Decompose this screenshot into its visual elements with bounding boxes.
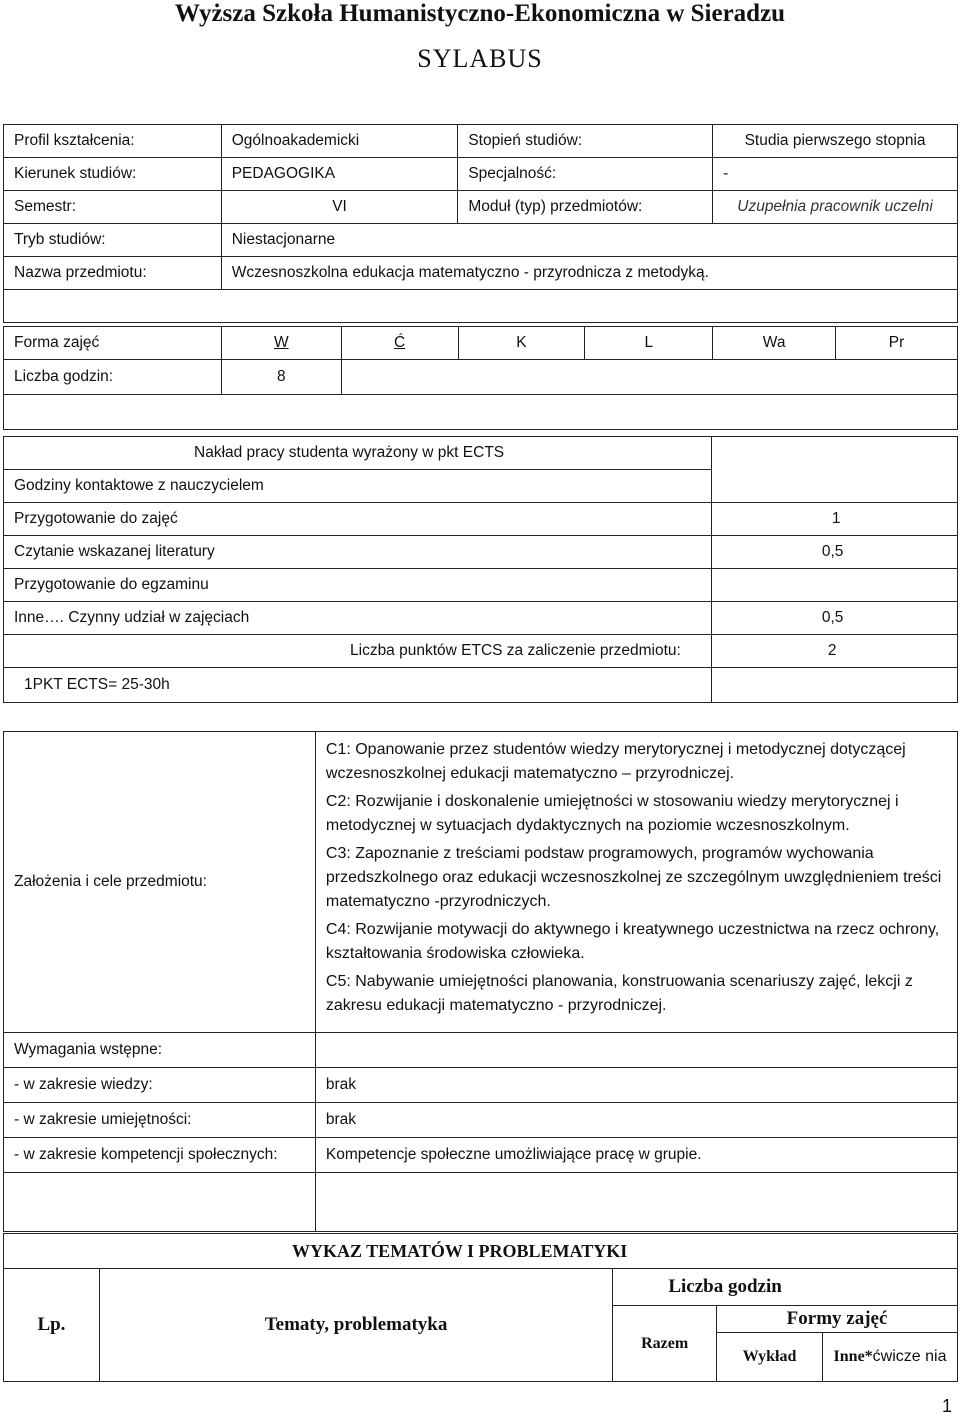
- topics-table: [3, 1233, 958, 1382]
- topics-razem: Razem: [613, 1306, 717, 1382]
- kierunek-label: Kierunek studiów:: [4, 158, 222, 191]
- requirements-empty: [315, 1033, 957, 1068]
- topics-inne-rest: ćwicze nia: [872, 1348, 947, 1365]
- ects-row-kontaktowe: Godziny kontaktowe z nauczycielem: [4, 470, 712, 503]
- requirements-label: Wymagania wstępne:: [4, 1033, 316, 1068]
- profil-value: Ogólnoakademicki: [221, 125, 458, 158]
- req-wiedza-label: - w zakresie wiedzy:: [4, 1068, 316, 1103]
- ects-pkt-empty: [711, 668, 957, 703]
- ects-pkt-note: 1PKT ECTS= 25-30h: [4, 668, 712, 703]
- goal-c3: C3: Zapoznanie z treściami podstaw programowych, programów wychowania przedszkolnego oraz edukacji wczesnoszkolnej ze szczególnym uwzględnieniem treści matematyczno -przyrodniczych.: [325, 845, 942, 910]
- forms-label: Forma zajęć: [4, 327, 222, 360]
- ects-total-value: 2: [711, 635, 957, 668]
- form-col-pr: Pr: [836, 327, 958, 360]
- ects-row-egzamin: Przygotowanie do egzaminu: [4, 569, 712, 602]
- goal-c5: C5: Nabywanie umiejętności planowania, konstruowania scenariuszy zajęć, lekcji z zakresu edukacji matematyczno - przyrodniczej.: [325, 973, 913, 1014]
- ects-row-inne-value: 0,5: [711, 602, 957, 635]
- topics-lp: Lp.: [4, 1269, 100, 1382]
- ects-row-przygotowanie-value: 1: [711, 503, 957, 536]
- ects-row-literatura: Czytanie wskazanej literatury: [4, 536, 712, 569]
- goal-c2: C2: Rozwijanie i doskonalenie umiejętności w stosowaniu wiedzy merytorycznej i metodycznej w sytuacjach dydaktycznych na poziomie wczesnoszkolnym.: [325, 793, 899, 834]
- spacer-row-2: [4, 395, 958, 430]
- topics-liczba-godzin: [613, 1269, 958, 1306]
- hours-w-value: 8: [221, 360, 341, 395]
- semestr-value: VI: [221, 191, 458, 224]
- goals-label: Założenia i cele przedmiotu:: [4, 732, 316, 1033]
- form-col-k: K: [458, 327, 585, 360]
- req-wiedza-value: brak: [315, 1068, 957, 1103]
- topics-title: WYKAZ TEMATÓW I PROBLEMATYKI: [4, 1234, 958, 1269]
- req-umiej-value: brak: [315, 1103, 957, 1138]
- specjalnosc-value: -: [713, 158, 958, 191]
- ects-table: [3, 436, 958, 703]
- topics-inne-prefix: Inne*: [833, 1348, 873, 1365]
- ects-row-literatura-value: 0,5: [711, 536, 957, 569]
- req-umiej-label: - w zakresie umiejętności:: [4, 1103, 316, 1138]
- req-komp-label: - w zakresie kompetencji społecznych:: [4, 1138, 316, 1173]
- ects-row-przygotowanie: Przygotowanie do zajęć: [4, 503, 712, 536]
- forms-table: [3, 326, 958, 430]
- hours-label: Liczba godzin:: [4, 360, 222, 395]
- modul-value: Uzupełnia pracownik uczelni: [713, 191, 958, 224]
- spacer-row: [4, 290, 958, 323]
- school-name: Wyższa Szkoła Humanistyczno-Ekonomiczna w Sieradzu: [174, 0, 786, 27]
- ects-row-egzamin-value: [711, 569, 957, 602]
- goals-table: [3, 731, 958, 1232]
- form-col-w: W: [221, 327, 341, 360]
- topics-inne: [823, 1333, 958, 1382]
- form-col-wa: Wa: [713, 327, 836, 360]
- nazwa-value: Wczesnoszkolna edukacja matematyczno - przyrodnicza z metodyką.: [221, 257, 957, 290]
- topics-tematy: Tematy, problematyka: [99, 1269, 612, 1382]
- form-col-l: L: [585, 327, 713, 360]
- profil-label: Profil kształcenia:: [4, 125, 222, 158]
- semestr-label: Semestr:: [4, 191, 222, 224]
- kierunek-value: PEDAGOGIKA: [221, 158, 458, 191]
- form-col-c: Ć: [341, 327, 458, 360]
- ects-title: Nakład pracy studenta wyrażony w pkt ECTS: [4, 437, 712, 470]
- goals-content: [315, 732, 957, 1033]
- ects-row-inne: Inne…. Czynny udział w zajęciach: [4, 602, 712, 635]
- nazwa-label: Nazwa przedmiotu:: [4, 257, 222, 290]
- req-spacer-right: [315, 1173, 957, 1232]
- specjalnosc-label: Specjalność:: [458, 158, 713, 191]
- topics-formy: Formy zajęć: [717, 1306, 958, 1333]
- page-number: 1: [941, 1396, 952, 1416]
- ects-title-value: [711, 437, 957, 503]
- req-spacer-left: [4, 1173, 316, 1232]
- stopien-value: Studia pierwszego stopnia: [713, 125, 958, 158]
- goal-c1: C1: Opanowanie przez studentów wiedzy merytorycznej i metodycznej dotyczącej wczesnoszkolnej edukacji matematyczno – przyrodniczej.: [325, 741, 906, 782]
- topics-wyklad: Wykład: [717, 1333, 823, 1382]
- stopien-label: Stopień studiów:: [458, 125, 713, 158]
- course-info-table: [3, 124, 958, 323]
- req-komp-value: Kompetencje społeczne umożliwiające pracę w grupie.: [315, 1138, 957, 1173]
- document-title: SYLABUS: [417, 44, 543, 73]
- modul-label: Moduł (typ) przedmiotów:: [458, 191, 713, 224]
- ects-total-label: Liczba punktów ETCS za zaliczenie przedmiotu:: [4, 635, 712, 668]
- topics-liczba-godzin-text: Liczba godzin: [668, 1276, 782, 1297]
- tryb-label: Tryb studiów:: [4, 224, 222, 257]
- goal-c4: C4: Rozwijanie motywacji do aktywnego i kreatywnego uczestnictwa na rzecz ochrony, kształtowania środowiska człowieka.: [325, 921, 940, 962]
- hours-rest: [341, 360, 957, 395]
- tryb-value: Niestacjonarne: [221, 224, 957, 257]
